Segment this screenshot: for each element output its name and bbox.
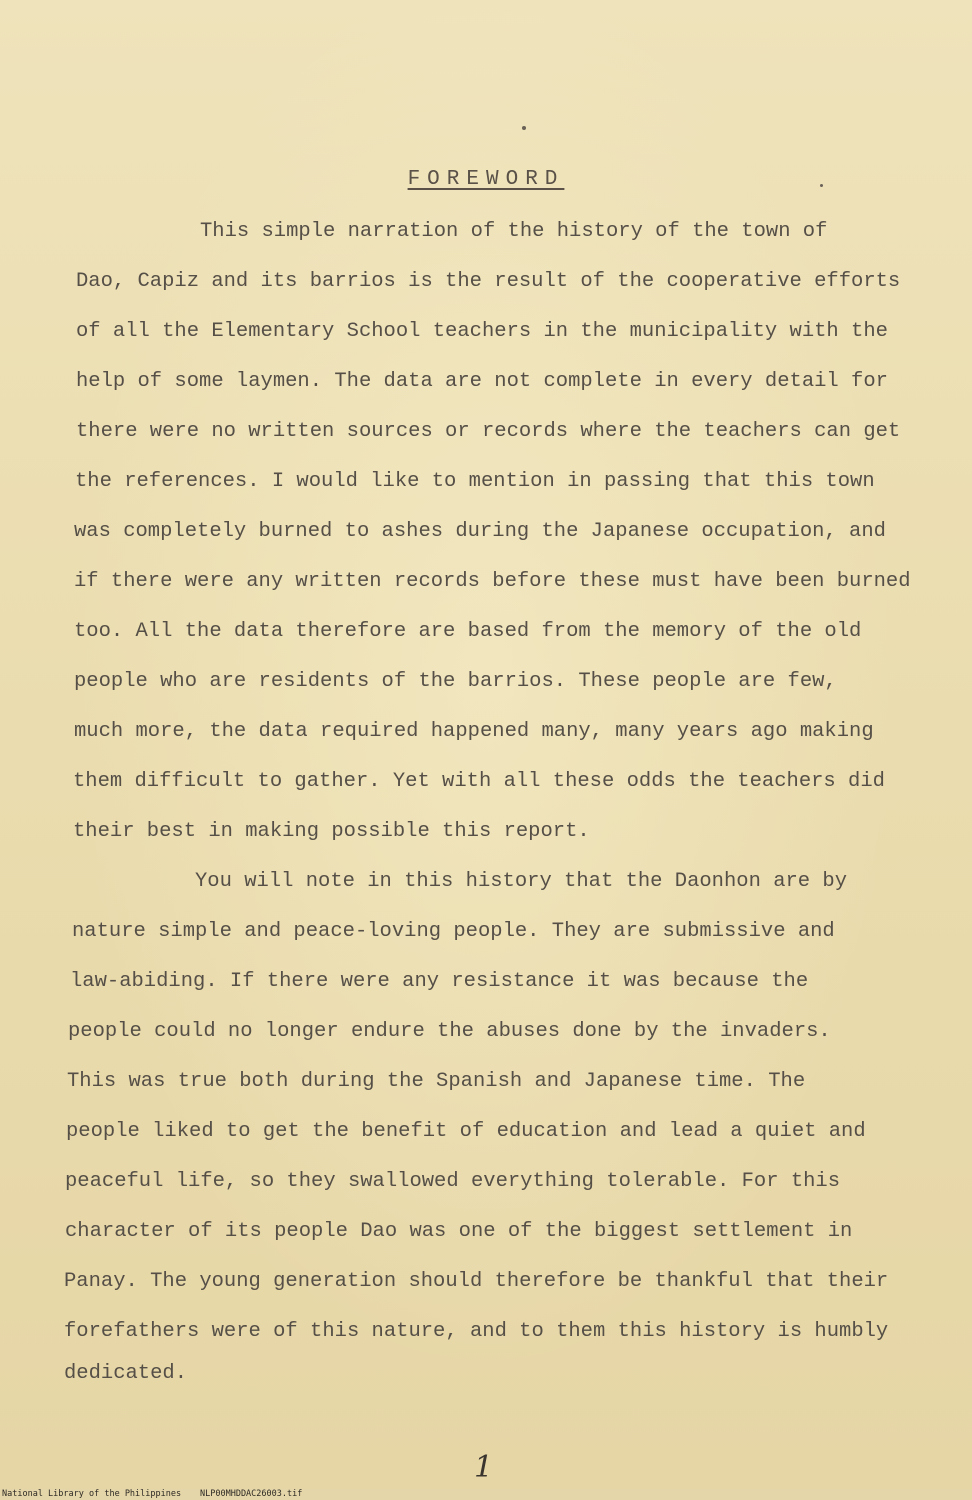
text-line: their best in making possible this report. [73, 820, 590, 843]
text-line: them difficult to gather. Yet with all these odds the teachers did [73, 770, 885, 793]
text-line: much more, the data required happened many, many years ago making [74, 720, 874, 743]
text-line: Dao, Capiz and its barrios is the result of the cooperative efforts [76, 270, 901, 293]
footer-library: National Library of the Philippines [2, 1489, 182, 1499]
text-line: nature simple and peace-loving people. They are submissive and [72, 920, 835, 943]
text-line: people liked to get the benefit of education and lead a quiet and [66, 1120, 866, 1143]
text-line: help of some laymen. The data are not complete in every detail for [76, 370, 888, 393]
page-title: FOREWORD [407, 168, 565, 191]
archive-footer [0, 1489, 972, 1500]
text-line: peaceful life, so they swallowed everything tolerable. For this [65, 1170, 841, 1193]
text-line: the references. I would like to mention in passing that this town [75, 470, 875, 493]
text-line: was completely burned to ashes during the Japanese occupation, and [74, 520, 886, 543]
text-line: people who are residents of the barrios. These people are few, [74, 670, 837, 693]
text-line: law-abiding. If there were any resistance it was because the [70, 970, 809, 993]
text-line: This was true both during the Spanish and Japanese time. The [67, 1070, 806, 1093]
text-line: dedicated. [64, 1362, 188, 1385]
text-line: of all the Elementary School teachers in the municipality with the [76, 320, 888, 343]
text-line: You will note in this history that the Daonhon are by [195, 870, 848, 893]
text-line: character of its people Dao was one of the biggest settlement in [65, 1220, 853, 1243]
text-line: there were no written sources or records where the teachers can get [76, 420, 901, 443]
text-line: forefathers were of this nature, and to them this history is humbly [64, 1320, 889, 1343]
ink-speck [522, 126, 526, 130]
text-line: Panay. The young generation should therefore be thankful that their [64, 1270, 889, 1293]
text-line: if there were any written records before these must have been burned [74, 570, 911, 593]
text-line: too. All the data therefore are based from the memory of the old [74, 620, 862, 643]
footer-filename: NLP00MHDDAC26003.tif [200, 1489, 303, 1499]
text-line: people could no longer endure the abuses done by the invaders. [68, 1020, 831, 1043]
page-number: 1 [474, 1450, 494, 1485]
text-line: This simple narration of the history of the town of [200, 220, 828, 243]
